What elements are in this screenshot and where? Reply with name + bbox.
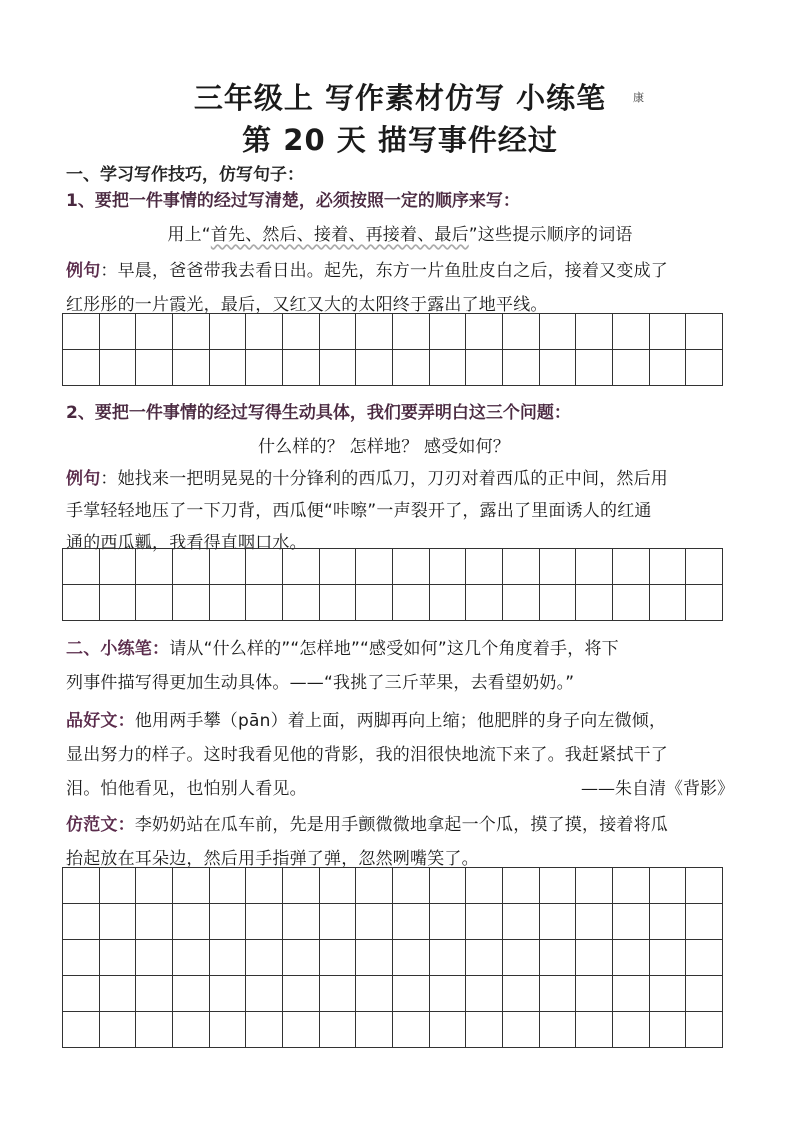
writing-grid-1[interactable] <box>62 313 723 386</box>
grid-cell[interactable] <box>210 976 247 1012</box>
grid-cell[interactable] <box>430 904 467 940</box>
grid-cell[interactable] <box>686 976 723 1012</box>
grid-cell[interactable] <box>393 350 430 386</box>
grid-cell[interactable] <box>576 940 613 976</box>
tip1-heading: 1、要把一件事情的经过写清楚，必须按照一定的顺序来写： <box>66 191 520 211</box>
good-text-label: 品好文： <box>66 711 135 731</box>
grid-cell[interactable] <box>356 904 393 940</box>
grid-cell[interactable] <box>686 1012 723 1048</box>
grid-cell[interactable] <box>613 350 650 386</box>
grid-cell[interactable] <box>283 314 320 350</box>
grid-cell[interactable] <box>356 868 393 904</box>
grid-cell[interactable] <box>393 1012 430 1048</box>
grid-cell[interactable] <box>63 1012 100 1048</box>
good-text-line2: 显出努力的样子。这时我看见他的背影，我的泪很快地流下来了。我赶紧拭干了 <box>66 745 668 765</box>
grid-cell[interactable] <box>613 940 650 976</box>
grid-cell[interactable] <box>283 350 320 386</box>
grid-cell[interactable] <box>650 585 687 621</box>
grid-cell[interactable] <box>100 868 137 904</box>
grid-cell[interactable] <box>210 1012 247 1048</box>
grid-cell[interactable] <box>136 585 173 621</box>
tip2-example-line3: 通的西瓜瓤，我看得直咽口水。 <box>66 533 307 553</box>
grid-cell[interactable] <box>100 585 137 621</box>
section2-task-line2: 列事件描写得更加生动具体。——“我挑了三斤苹果，去看望奶奶。” <box>66 673 575 693</box>
grid-cell[interactable] <box>686 549 723 585</box>
grid-cell[interactable] <box>173 314 210 350</box>
example-label: 例句 <box>66 261 101 281</box>
grid-cell[interactable] <box>503 350 540 386</box>
tip1-example-line1: 例句：早晨，爸爸带我去看日出。起先，东方一片鱼肚皮白之后，接着又变成了 <box>66 261 669 281</box>
grid-cell[interactable] <box>246 585 283 621</box>
grid-cell[interactable] <box>210 585 247 621</box>
grid-cell[interactable] <box>173 904 210 940</box>
grid-cell[interactable] <box>540 350 577 386</box>
grid-cell[interactable] <box>466 1012 503 1048</box>
grid-cell[interactable] <box>100 976 137 1012</box>
grid-cell[interactable] <box>503 585 540 621</box>
grid-cell[interactable] <box>100 1012 137 1048</box>
model-text-line2: 抬起放在耳朵边，然后用手指弹了弹，忽然咧嘴笑了。 <box>66 849 479 869</box>
grid-cell[interactable] <box>540 868 577 904</box>
grid-cell[interactable] <box>136 868 173 904</box>
grid-cell[interactable] <box>283 585 320 621</box>
grid-cell[interactable] <box>466 585 503 621</box>
grid-cell[interactable] <box>576 904 613 940</box>
grid-cell[interactable] <box>356 549 393 585</box>
grid-cell[interactable] <box>430 940 467 976</box>
grid-cell[interactable] <box>613 904 650 940</box>
grid-cell[interactable] <box>503 314 540 350</box>
grid-cell[interactable] <box>576 1012 613 1048</box>
grid-cell[interactable] <box>63 940 100 976</box>
grid-cell[interactable] <box>320 1012 357 1048</box>
grid-cell[interactable] <box>430 314 467 350</box>
grid-cell[interactable] <box>320 868 357 904</box>
grid-cell[interactable] <box>613 976 650 1012</box>
grid-cell[interactable] <box>613 868 650 904</box>
grid-cell[interactable] <box>246 1012 283 1048</box>
grid-cell[interactable] <box>686 868 723 904</box>
grid-cell[interactable] <box>650 1012 687 1048</box>
grid-cell[interactable] <box>576 549 613 585</box>
grid-cell[interactable] <box>173 585 210 621</box>
grid-cell[interactable] <box>173 868 210 904</box>
grid-cell[interactable] <box>246 350 283 386</box>
grid-cell[interactable] <box>540 904 577 940</box>
grid-cell[interactable] <box>63 314 100 350</box>
grid-cell[interactable] <box>540 940 577 976</box>
grid-cell[interactable] <box>246 976 283 1012</box>
tip2-heading: 2、要把一件事情的经过写得生动具体，我们要弄明白这三个问题： <box>66 403 571 423</box>
writing-grid-3[interactable] <box>62 867 723 1048</box>
grid-cell[interactable] <box>173 549 210 585</box>
grid-cell[interactable] <box>320 350 357 386</box>
grid-cell[interactable] <box>576 585 613 621</box>
grid-cell[interactable] <box>503 976 540 1012</box>
grid-cell[interactable] <box>576 976 613 1012</box>
grid-cell[interactable] <box>210 350 247 386</box>
grid-cell[interactable] <box>136 1012 173 1048</box>
grid-cell[interactable] <box>63 904 100 940</box>
model-text-line1: 仿范文：李奶奶站在瓜车前，先是用手颤微微地拿起一个瓜，摸了摸，接着将瓜 <box>66 815 669 835</box>
grid-cell[interactable] <box>466 976 503 1012</box>
grid-cell[interactable] <box>613 549 650 585</box>
grid-cell[interactable] <box>613 585 650 621</box>
grid-cell[interactable] <box>63 585 100 621</box>
grid-cell[interactable] <box>320 904 357 940</box>
grid-cell[interactable] <box>540 585 577 621</box>
grid-cell[interactable] <box>430 976 467 1012</box>
grid-cell[interactable] <box>686 585 723 621</box>
grid-cell[interactable] <box>540 314 577 350</box>
section2-heading: 二、小练笔： <box>66 639 170 659</box>
page-subtitle: 第 20 天 描写事件经过 <box>242 123 558 157</box>
tip1-hint: 用上“首先、然后、接着、再接着、最后”这些提示顺序的词语 <box>167 225 633 245</box>
grid-cell[interactable] <box>210 549 247 585</box>
grid-cell[interactable] <box>576 868 613 904</box>
grid-cell[interactable] <box>393 976 430 1012</box>
grid-cell[interactable] <box>210 314 247 350</box>
grid-cell[interactable] <box>650 976 687 1012</box>
grid-cell[interactable] <box>136 350 173 386</box>
grid-cell[interactable] <box>503 549 540 585</box>
grid-cell[interactable] <box>173 1012 210 1048</box>
grid-cell[interactable] <box>503 940 540 976</box>
grid-cell[interactable] <box>283 976 320 1012</box>
grid-cell[interactable] <box>650 940 687 976</box>
grid-cell[interactable] <box>136 549 173 585</box>
grid-cell[interactable] <box>136 904 173 940</box>
grid-cell[interactable] <box>613 1012 650 1048</box>
grid-cell[interactable] <box>540 1012 577 1048</box>
writing-grid-2[interactable] <box>62 548 723 621</box>
grid-cell[interactable] <box>576 314 613 350</box>
tip2-questions: 什么样的？ 怎样地？ 感受如何？ <box>258 437 511 457</box>
grid-cell[interactable] <box>393 549 430 585</box>
grid-cell[interactable] <box>650 314 687 350</box>
grid-cell[interactable] <box>246 314 283 350</box>
grid-cell[interactable] <box>466 350 503 386</box>
grid-cell[interactable] <box>246 868 283 904</box>
grid-cell[interactable] <box>686 314 723 350</box>
model-text-label: 仿范文： <box>66 815 135 835</box>
grid-cell[interactable] <box>100 940 137 976</box>
grid-cell[interactable] <box>320 976 357 1012</box>
grid-cell[interactable] <box>356 350 393 386</box>
grid-cell[interactable] <box>576 350 613 386</box>
grid-cell[interactable] <box>393 585 430 621</box>
grid-cell[interactable] <box>173 350 210 386</box>
grid-cell[interactable] <box>283 940 320 976</box>
grid-cell[interactable] <box>283 904 320 940</box>
grid-cell[interactable] <box>650 904 687 940</box>
grid-cell[interactable] <box>210 940 247 976</box>
grid-cell[interactable] <box>63 868 100 904</box>
grid-cell[interactable] <box>503 868 540 904</box>
grid-cell[interactable] <box>136 940 173 976</box>
grid-cell[interactable] <box>320 549 357 585</box>
tip1-example-line2: 红彤彤的一片霞光，最后，又红又大的太阳终于露出了地平线。 <box>66 295 548 315</box>
section1-heading: 一、学习写作技巧，仿写句子： <box>66 165 304 185</box>
grid-cell[interactable] <box>356 314 393 350</box>
grid-cell[interactable] <box>503 904 540 940</box>
grid-cell[interactable] <box>63 549 100 585</box>
good-text-source: ——朱自清《背影》 <box>581 779 734 799</box>
grid-cell[interactable] <box>466 904 503 940</box>
good-text-line3: 泪。怕他看见，也怕别人看见。 <box>66 779 307 799</box>
grid-cell[interactable] <box>393 314 430 350</box>
section2-task-line1: 二、小练笔：请从“什么样的”“怎样地”“感受如何”这几个角度着手，将下 <box>66 639 619 659</box>
grid-cell[interactable] <box>173 976 210 1012</box>
grid-cell[interactable] <box>430 549 467 585</box>
grid-cell[interactable] <box>100 350 137 386</box>
grid-cell[interactable] <box>136 314 173 350</box>
tip2-example-line2: 手掌轻轻地压了一下刀背，西瓜便“咔嚓”一声裂开了，露出了里面诱人的红通 <box>66 501 652 521</box>
grid-cell[interactable] <box>430 585 467 621</box>
grid-cell[interactable] <box>393 868 430 904</box>
grid-cell[interactable] <box>283 549 320 585</box>
grid-cell[interactable] <box>320 585 357 621</box>
grid-cell[interactable] <box>466 868 503 904</box>
grid-cell[interactable] <box>100 314 137 350</box>
grid-cell[interactable] <box>136 976 173 1012</box>
grid-cell[interactable] <box>686 350 723 386</box>
grid-cell[interactable] <box>283 868 320 904</box>
good-text-line1: 品好文：他用两手攀（pān）着上面，两脚再向上缩；他肥胖的身子向左微倾， <box>66 711 667 731</box>
grid-cell[interactable] <box>356 976 393 1012</box>
grid-cell[interactable] <box>246 940 283 976</box>
grid-cell[interactable] <box>246 549 283 585</box>
grid-cell[interactable] <box>100 549 137 585</box>
grid-cell[interactable] <box>393 940 430 976</box>
grid-cell[interactable] <box>393 904 430 940</box>
grid-cell[interactable] <box>613 314 650 350</box>
grid-cell[interactable] <box>430 350 467 386</box>
grid-cell[interactable] <box>466 940 503 976</box>
grid-cell[interactable] <box>650 350 687 386</box>
grid-cell[interactable] <box>356 585 393 621</box>
grid-cell[interactable] <box>503 1012 540 1048</box>
grid-cell[interactable] <box>540 976 577 1012</box>
grid-cell[interactable] <box>430 868 467 904</box>
grid-cell[interactable] <box>466 549 503 585</box>
grid-cell[interactable] <box>540 549 577 585</box>
grid-cell[interactable] <box>650 549 687 585</box>
grid-cell[interactable] <box>650 868 687 904</box>
grid-cell[interactable] <box>173 940 210 976</box>
hint-words: 首先、然后、接着、再接着、最后 <box>210 225 469 245</box>
grid-cell[interactable] <box>63 350 100 386</box>
grid-cell[interactable] <box>686 940 723 976</box>
grid-cell[interactable] <box>430 1012 467 1048</box>
grid-cell[interactable] <box>100 904 137 940</box>
grid-cell[interactable] <box>283 1012 320 1048</box>
grid-cell[interactable] <box>246 904 283 940</box>
grid-cell[interactable] <box>356 940 393 976</box>
grid-cell[interactable] <box>356 1012 393 1048</box>
grid-cell[interactable] <box>320 314 357 350</box>
corner-mark: 康 <box>633 91 644 104</box>
grid-cell[interactable] <box>320 940 357 976</box>
grid-cell[interactable] <box>210 868 247 904</box>
grid-cell[interactable] <box>210 904 247 940</box>
tip2-example-line1: 例句：她找来一把明晃晃的十分锋利的西瓜刀，刀刃对着西瓜的正中间，然后用 <box>66 469 669 489</box>
grid-cell[interactable] <box>686 904 723 940</box>
grid-cell[interactable] <box>466 314 503 350</box>
grid-cell[interactable] <box>63 976 100 1012</box>
example-label: 例句 <box>66 469 101 489</box>
page-title: 三年级上 写作素材仿写 小练笔 <box>193 81 607 115</box>
